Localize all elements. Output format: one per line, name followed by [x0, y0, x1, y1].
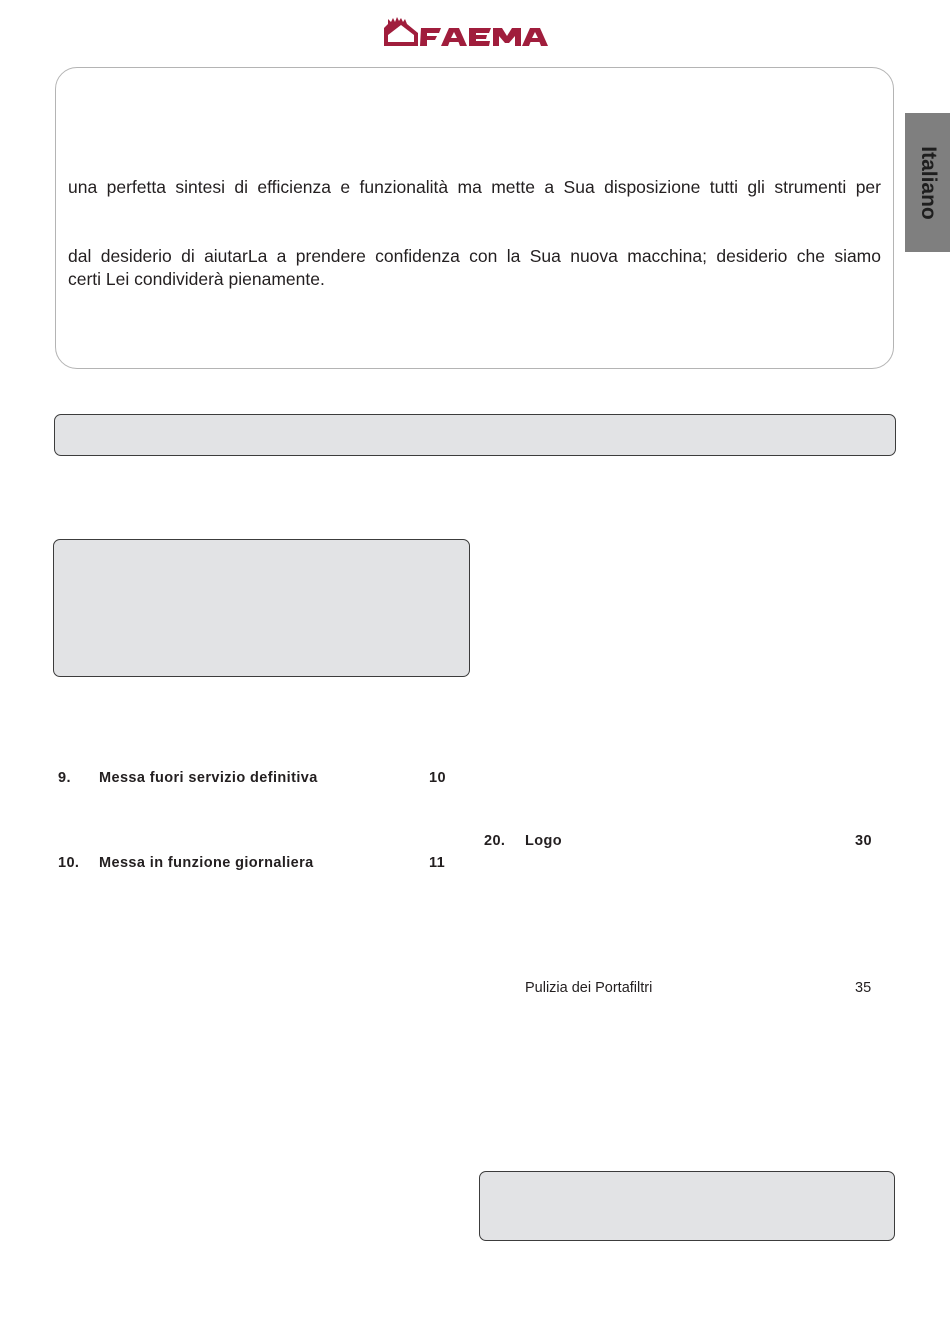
intro-text-line-2: dal desiderio di aiutarLa a prendere confidenza con la Sua nuova macchina; desiderio che siamo: [68, 246, 881, 266]
section-title-bar: [54, 414, 896, 456]
toc-right-2-page: 35: [855, 980, 872, 996]
intro-frame: [55, 67, 894, 369]
toc-left-2-page: 11: [429, 855, 446, 871]
toc-right-1-number: 20.: [484, 833, 506, 849]
language-tab-label: Italiano: [916, 145, 940, 220]
toc-left-2-title[interactable]: Messa in funzione giornaliera: [99, 855, 314, 871]
toc-left-2-number: 10.: [58, 855, 80, 871]
faema-logo: [383, 16, 567, 50]
toc-right-1-title[interactable]: Logo: [525, 833, 563, 849]
language-tab[interactable]: [905, 113, 950, 252]
toc-left-1-title[interactable]: Messa fuori servizio definitiva: [99, 770, 318, 786]
toc-left-1-number: 9.: [58, 770, 71, 786]
toc-left-1-page: 10: [429, 770, 446, 786]
toc-right-2-title[interactable]: Pulizia dei Portafiltri: [525, 980, 653, 996]
bottom-right-grey-panel: [479, 1171, 895, 1241]
intro-text-line-1: una perfetta sintesi di efficienza e funzionalità ma mette a Sua disposizione tutti gli strumenti per: [68, 177, 881, 197]
toc-right-1-page: 30: [855, 833, 872, 849]
left-grey-panel: [53, 539, 470, 677]
intro-text-line-3: certi Lei condividerà pienamente.: [68, 269, 325, 289]
